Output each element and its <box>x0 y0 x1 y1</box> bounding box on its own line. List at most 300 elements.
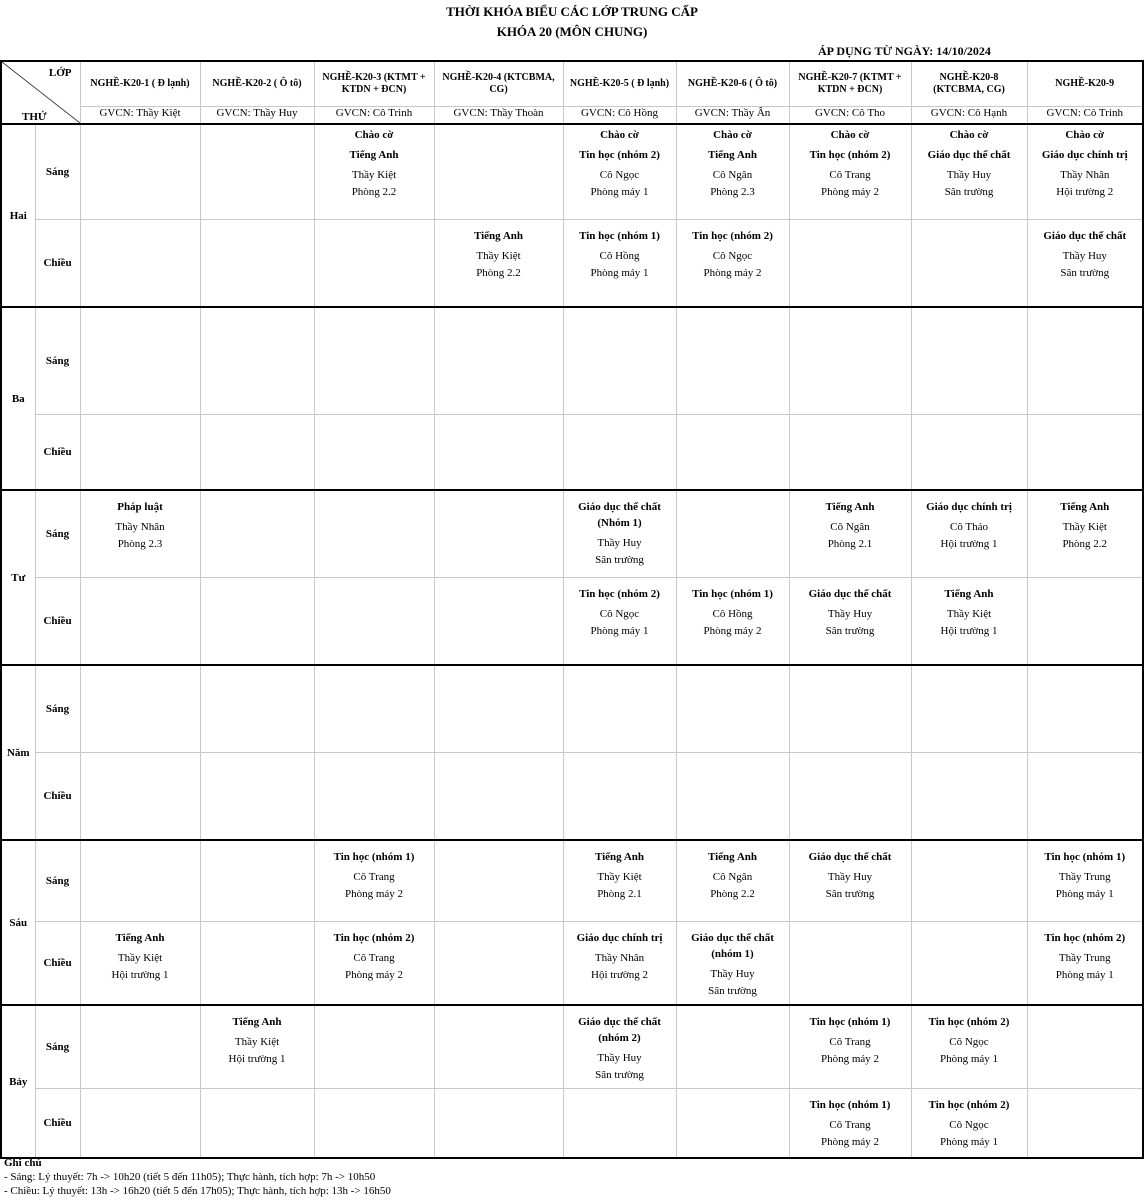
room: Sân trường <box>708 985 757 997</box>
schedule-cell <box>789 665 911 753</box>
schedule-cell <box>563 124 676 220</box>
lesson <box>435 220 563 282</box>
homeroom-teacher: GVCN: Thầy Kiệt <box>80 107 200 125</box>
teacher: Cô Ngọc <box>599 608 640 620</box>
teacher: Thầy Kiệt <box>597 871 642 883</box>
subject: Tin học (nhóm 2) <box>928 1099 1010 1111</box>
room: Hội trường 1 <box>228 1053 286 1065</box>
teacher: Cô Trang <box>353 952 395 964</box>
room: Sân trường <box>825 625 875 637</box>
class-name-header: NGHỀ-K20-3 (KTMT + KTDN + ĐCN) <box>314 61 434 107</box>
lesson <box>564 841 676 903</box>
room: Sân trường <box>595 1069 644 1081</box>
room: Phòng máy 1 <box>590 186 649 198</box>
lesson <box>912 578 1027 640</box>
room: Sân trường <box>825 888 875 900</box>
notes-label: Ghi chú <box>4 1157 42 1169</box>
schedule-cell <box>789 307 911 415</box>
subject: Tin học (nhóm 2) <box>579 149 660 161</box>
class-header-row <box>1 61 1143 107</box>
flag-ceremony: Chào cờ <box>600 129 639 141</box>
lesson <box>912 125 1027 201</box>
schedule-cell <box>314 753 434 841</box>
lesson <box>81 491 200 553</box>
room: Phòng 2.3 <box>710 186 755 198</box>
session-label: Sáng <box>35 840 80 922</box>
schedule-cell <box>911 578 1027 666</box>
teacher: Thầy Nhân <box>1060 169 1110 181</box>
session-row <box>1 665 1143 753</box>
schedule-cell <box>200 1005 314 1089</box>
session-label: Chiều <box>35 1089 80 1159</box>
homeroom-teacher: GVCN: Cô Hạnh <box>911 107 1027 125</box>
schedule-cell <box>314 922 434 1006</box>
room: Phòng 2.2 <box>476 267 521 279</box>
page-title: THỜI KHÓA BIỂU CÁC LỚP TRUNG CẤP <box>446 4 698 19</box>
schedule-cell <box>1027 307 1143 415</box>
subject: Tin học (nhóm 2) <box>928 1016 1010 1028</box>
room: Sân trường <box>1060 267 1110 279</box>
schedule-cell <box>314 220 434 308</box>
teacher: Thầy Kiệt <box>351 169 397 181</box>
session-label: Sáng <box>35 490 80 578</box>
schedule-cell <box>80 753 200 841</box>
day-label: Năm <box>1 665 35 840</box>
schedule-cell <box>314 1089 434 1159</box>
schedule-cell <box>563 922 676 1006</box>
class-name-header: NGHỀ-K20-1 ( Đ lạnh) <box>80 61 200 107</box>
schedule-cell <box>1027 753 1143 841</box>
schedule-cell <box>80 415 200 491</box>
lesson <box>912 1006 1027 1068</box>
schedule-cell <box>911 840 1027 922</box>
schedule-cell <box>434 307 563 415</box>
homeroom-teacher: GVCN: Cô Trinh <box>1027 107 1143 125</box>
room: Phòng máy 2 <box>820 1053 880 1065</box>
schedule-cell <box>1027 1005 1143 1089</box>
schedule-cell <box>676 220 789 308</box>
subject: Tiếng Anh <box>473 230 524 242</box>
teacher: Cô Ngân <box>830 521 870 533</box>
class-name-header: NGHỀ-K20-8 (KTCBMA, CG) <box>911 61 1027 107</box>
session-row <box>1 415 1143 491</box>
subject: Tiếng Anh <box>115 932 165 944</box>
room: Phòng máy 2 <box>344 888 404 900</box>
room: Phòng 2.1 <box>827 538 873 550</box>
lesson <box>790 1006 911 1068</box>
lesson <box>1028 220 1143 282</box>
schedule-cell <box>676 665 789 753</box>
lesson <box>790 841 911 903</box>
session-label: Sáng <box>35 124 80 220</box>
room: Phòng 2.2 <box>1062 538 1108 550</box>
teacher: Thầy Huy <box>1062 250 1107 262</box>
subject: Tin học (nhóm 1) <box>809 1016 891 1028</box>
session-label: Chiều <box>35 415 80 491</box>
schedule-cell <box>434 840 563 922</box>
lesson <box>1028 841 1143 903</box>
teacher: Thầy Nhân <box>594 952 645 964</box>
homeroom-teacher: GVCN: Cô Tho <box>789 107 911 125</box>
room: Phòng 2.1 <box>597 888 642 900</box>
teacher: Cô Ngọc <box>949 1036 989 1048</box>
schedule-cell <box>789 1005 911 1089</box>
teacher: Thầy Huy <box>710 968 755 980</box>
session-row <box>1 307 1143 415</box>
schedule-cell <box>789 220 911 308</box>
session-row <box>1 840 1143 922</box>
teacher: Cô Ngọc <box>949 1119 989 1131</box>
schedule-cell <box>314 124 434 220</box>
schedule-cell <box>789 124 911 220</box>
schedule-cell <box>434 1005 563 1089</box>
schedule-cell <box>434 665 563 753</box>
schedule-cell <box>314 490 434 578</box>
lesson <box>564 491 676 569</box>
schedule-cell <box>314 665 434 753</box>
subject: Tin học (nhóm 2) <box>809 149 891 161</box>
teacher: Cô Trang <box>829 1036 871 1048</box>
schedule-cell <box>80 307 200 415</box>
flag-ceremony: Chào cờ <box>1065 129 1105 141</box>
lesson <box>790 125 911 201</box>
teacher: Thầy Huy <box>597 1052 642 1064</box>
session-row <box>1 490 1143 578</box>
schedule-cell <box>200 415 314 491</box>
subject: Tin học (nhóm 2) <box>1044 932 1126 944</box>
schedule-cell <box>80 665 200 753</box>
teacher: Thầy Kiệt <box>476 250 521 262</box>
room: Phòng máy 1 <box>939 1053 999 1065</box>
corner-cell <box>1 61 80 124</box>
schedule-cell <box>200 665 314 753</box>
schedule-cell <box>314 840 434 922</box>
subject: Giáo dục thể chất <box>808 851 892 863</box>
schedule-cell <box>789 922 911 1006</box>
schedule-cell <box>563 307 676 415</box>
room: Phòng máy 1 <box>1055 888 1114 900</box>
corner-class-label: LỚP <box>48 67 72 79</box>
apply-date: ÁP DỤNG TỪ NGÀY: 14/10/2024 <box>818 44 991 58</box>
teacher: Thầy Huy <box>597 537 642 549</box>
homeroom-teacher: GVCN: Cô Hồng <box>563 107 676 125</box>
schedule-cell <box>1027 578 1143 666</box>
room: Hội trường 1 <box>940 625 998 637</box>
schedule-cell <box>789 840 911 922</box>
schedule-cell <box>200 840 314 922</box>
lesson <box>912 491 1027 553</box>
lesson <box>677 841 789 903</box>
schedule-cell <box>563 1005 676 1089</box>
room: Phòng máy 1 <box>939 1136 999 1148</box>
schedule-cell <box>676 840 789 922</box>
session-row <box>1 1089 1143 1159</box>
schedule-cell <box>676 124 789 220</box>
subject: Giáo dục chính trị <box>576 932 663 944</box>
room: Phòng 2.2 <box>710 888 755 900</box>
teacher: Thầy Huy <box>946 169 992 181</box>
subject: Giáo dục thể chất <box>1043 230 1127 242</box>
schedule-cell <box>80 840 200 922</box>
schedule-cell <box>676 578 789 666</box>
schedule-cell <box>676 415 789 491</box>
room: Phòng máy 1 <box>590 625 649 637</box>
schedule-cell <box>314 1005 434 1089</box>
schedule-cell <box>1027 490 1143 578</box>
teacher: Cô Ngân <box>712 871 753 883</box>
room: Hội trường 1 <box>940 538 998 550</box>
room: Phòng 2.3 <box>117 538 163 550</box>
schedule-cell <box>789 490 911 578</box>
session-row <box>1 753 1143 841</box>
teacher: Thầy Huy <box>827 608 873 620</box>
day-label: Hai <box>1 124 35 307</box>
flag-ceremony: Chào cờ <box>713 129 752 141</box>
class-name-header: NGHỀ-K20-9 <box>1027 61 1143 107</box>
day-label: Sáu <box>1 840 35 1005</box>
lesson <box>677 125 789 201</box>
schedule-cell <box>789 753 911 841</box>
schedule-cell <box>80 922 200 1006</box>
subject: Giáo dục chính trị <box>1041 149 1128 161</box>
schedule-cell <box>1027 220 1143 308</box>
schedule-cell <box>1027 1089 1143 1159</box>
subject: Giáo dục thể chất <box>927 149 1011 161</box>
schedule-cell <box>200 124 314 220</box>
schedule-cell <box>563 753 676 841</box>
teacher: Thầy Kiệt <box>946 608 992 620</box>
subject: Giáo dục thể chất <box>808 588 892 600</box>
session-label: Chiều <box>35 578 80 666</box>
subject: Tin học (nhóm 2) <box>579 588 660 600</box>
schedule-cell <box>434 220 563 308</box>
session-row <box>1 220 1143 308</box>
lesson <box>315 125 434 201</box>
teacher: Thầy Nhân <box>115 521 165 533</box>
schedule-cell <box>200 578 314 666</box>
class-name-header: NGHỀ-K20-5 ( Đ lạnh) <box>563 61 676 107</box>
teacher: Cô Thảo <box>950 521 988 533</box>
room: Hội trường 2 <box>1056 186 1114 198</box>
corner-day-label: THỨ <box>22 111 47 123</box>
schedule-cell <box>911 307 1027 415</box>
schedule-cell <box>563 840 676 922</box>
schedule-cell <box>911 124 1027 220</box>
schedule-cell <box>314 415 434 491</box>
lesson <box>1028 125 1143 201</box>
homeroom-teacher: GVCN: Thầy Ân <box>676 107 789 125</box>
schedule-cell <box>314 307 434 415</box>
subject: Tin học (nhóm 1) <box>579 230 660 242</box>
subject: Giáo dục thể chất (nhóm 1) <box>691 932 774 960</box>
subject: Tiếng Anh <box>707 149 758 161</box>
schedule-cell <box>911 490 1027 578</box>
schedule-cell <box>911 415 1027 491</box>
schedule-cell <box>563 1089 676 1159</box>
teacher: Cô Ngọc <box>599 169 640 181</box>
schedule-cell <box>80 124 200 220</box>
lesson <box>564 220 676 282</box>
schedule-cell <box>563 415 676 491</box>
teacher: Thầy Kiệt <box>234 1036 280 1048</box>
schedule-cell <box>676 490 789 578</box>
session-row <box>1 578 1143 666</box>
room: Phòng máy 2 <box>703 267 762 279</box>
flag-ceremony: Chào cờ <box>354 129 394 141</box>
room: Phòng máy 2 <box>344 969 404 981</box>
subject: Giáo dục chính trị <box>926 501 1012 513</box>
session-label: Chiều <box>35 922 80 1006</box>
teacher: Cô Hồng <box>712 608 753 620</box>
teacher: Cô Ngân <box>712 169 753 181</box>
subject: Tin học (nhóm 1) <box>692 588 773 600</box>
room: Sân trường <box>944 186 994 198</box>
page-subtitle: KHÓA 20 (MÔN CHUNG) <box>496 24 648 39</box>
lesson <box>677 220 789 282</box>
lesson <box>1028 922 1143 984</box>
lesson <box>790 491 911 553</box>
schedule-cell <box>434 1089 563 1159</box>
room: Phòng máy 2 <box>820 1136 880 1148</box>
schedule-cell <box>200 307 314 415</box>
session-label: Chiều <box>35 220 80 308</box>
lesson <box>790 1089 911 1151</box>
schedule-cell <box>789 578 911 666</box>
schedule-cell <box>676 307 789 415</box>
schedule-cell <box>676 1005 789 1089</box>
session-row <box>1 1005 1143 1089</box>
homeroom-teacher: GVCN: Thầy Huy <box>200 107 314 125</box>
subject: Tiếng Anh <box>825 501 875 513</box>
day-label: Ba <box>1 307 35 490</box>
teacher: Thầy Trung <box>1058 871 1111 883</box>
lesson <box>677 578 789 640</box>
subject: Tin học (nhóm 1) <box>333 851 415 863</box>
subject: Tiếng Anh <box>707 851 758 863</box>
lesson <box>1028 491 1143 553</box>
lesson <box>564 125 676 201</box>
subject: Tin học (nhóm 1) <box>809 1099 891 1111</box>
teacher: Cô Trang <box>829 169 871 181</box>
schedule-cell <box>80 490 200 578</box>
room: Phòng máy 1 <box>590 267 649 279</box>
room: Phòng máy 2 <box>820 186 880 198</box>
schedule-cell <box>563 578 676 666</box>
room: Hội trường 1 <box>111 969 169 981</box>
room: Hội trường 2 <box>591 969 648 981</box>
homeroom-row <box>1 107 1143 125</box>
class-name-header: NGHỀ-K20-4 (KTCBMA, CG) <box>434 61 563 107</box>
session-label: Chiều <box>35 753 80 841</box>
schedule-cell <box>789 415 911 491</box>
subject: Tiếng Anh <box>594 851 645 863</box>
schedule-cell <box>434 753 563 841</box>
day-label: Tư <box>1 490 35 665</box>
schedule-cell <box>80 220 200 308</box>
schedule-cell <box>80 1005 200 1089</box>
schedule-cell <box>911 220 1027 308</box>
schedule-cell <box>1027 922 1143 1006</box>
room: Phòng 2.2 <box>351 186 397 198</box>
subject: Tiếng Anh <box>1060 501 1110 513</box>
schedule-cell <box>200 1089 314 1159</box>
schedule-cell <box>314 578 434 666</box>
teacher: Thầy Trung <box>1058 952 1111 964</box>
subject: Pháp luật <box>117 501 163 513</box>
flag-ceremony: Chào cờ <box>949 129 989 141</box>
teacher: Thầy Huy <box>827 871 873 883</box>
lesson <box>790 578 911 640</box>
subject: Tin học (nhóm 1) <box>1044 851 1126 863</box>
schedule-cell <box>200 220 314 308</box>
timetable <box>0 60 1144 1159</box>
subject: Giáo dục thể chất (nhóm 2) <box>578 1016 661 1044</box>
schedule-cell <box>434 490 563 578</box>
schedule-cell <box>200 753 314 841</box>
schedule-cell <box>911 753 1027 841</box>
subject: Tin học (nhóm 2) <box>692 230 773 242</box>
schedule-cell <box>563 220 676 308</box>
schedule-cell <box>80 578 200 666</box>
teacher: Cô Trang <box>829 1119 871 1131</box>
room: Phòng máy 1 <box>1055 969 1114 981</box>
schedule-cell <box>563 490 676 578</box>
session-label: Sáng <box>35 307 80 415</box>
schedule-cell <box>911 665 1027 753</box>
lesson <box>564 578 676 640</box>
note-line-morning: - Sáng: Lý thuyết: 7h -> 10h20 (tiết 5 đến 11h05); Thực hành, tích hợp: 7h -> 10h50 <box>4 1171 376 1183</box>
schedule-cell <box>434 124 563 220</box>
subject: Tiếng Anh <box>232 1016 282 1028</box>
session-label: Sáng <box>35 1005 80 1089</box>
schedule-cell <box>676 1089 789 1159</box>
teacher: Thầy Kiệt <box>1062 521 1107 533</box>
subject: Tiếng Anh <box>349 149 399 161</box>
schedule-cell <box>911 1005 1027 1089</box>
schedule-cell <box>1027 665 1143 753</box>
homeroom-teacher: GVCN: Thầy Thoàn <box>434 107 563 125</box>
session-row <box>1 124 1143 220</box>
lesson <box>912 1089 1027 1151</box>
schedule-cell <box>563 665 676 753</box>
subject: Tiếng Anh <box>944 588 994 600</box>
schedule-cell <box>1027 415 1143 491</box>
schedule-cell <box>789 1089 911 1159</box>
schedule-cell <box>80 1089 200 1159</box>
schedule-cell <box>1027 124 1143 220</box>
schedule-cell <box>434 922 563 1006</box>
schedule-cell <box>434 578 563 666</box>
class-name-header: NGHỀ-K20-2 ( Ô tô) <box>200 61 314 107</box>
room: Phòng máy 2 <box>703 625 762 637</box>
lesson <box>315 841 434 903</box>
teacher: Cô Ngọc <box>712 250 753 262</box>
session-label: Sáng <box>35 665 80 753</box>
lesson <box>201 1006 314 1068</box>
class-name-header: NGHỀ-K20-7 (KTMT + KTDN + ĐCN) <box>789 61 911 107</box>
schedule-cell <box>1027 840 1143 922</box>
homeroom-teacher: GVCN: Cô Trinh <box>314 107 434 125</box>
lesson <box>564 922 676 984</box>
session-row <box>1 922 1143 1006</box>
schedule-cell <box>434 415 563 491</box>
room: Sân trường <box>595 554 644 566</box>
subject: Tin học (nhóm 2) <box>333 932 415 944</box>
subject: Giáo dục thể chất (Nhóm 1) <box>578 501 661 529</box>
class-name-header: NGHỀ-K20-6 ( Ô tô) <box>676 61 789 107</box>
schedule-cell <box>676 922 789 1006</box>
schedule-cell <box>911 922 1027 1006</box>
